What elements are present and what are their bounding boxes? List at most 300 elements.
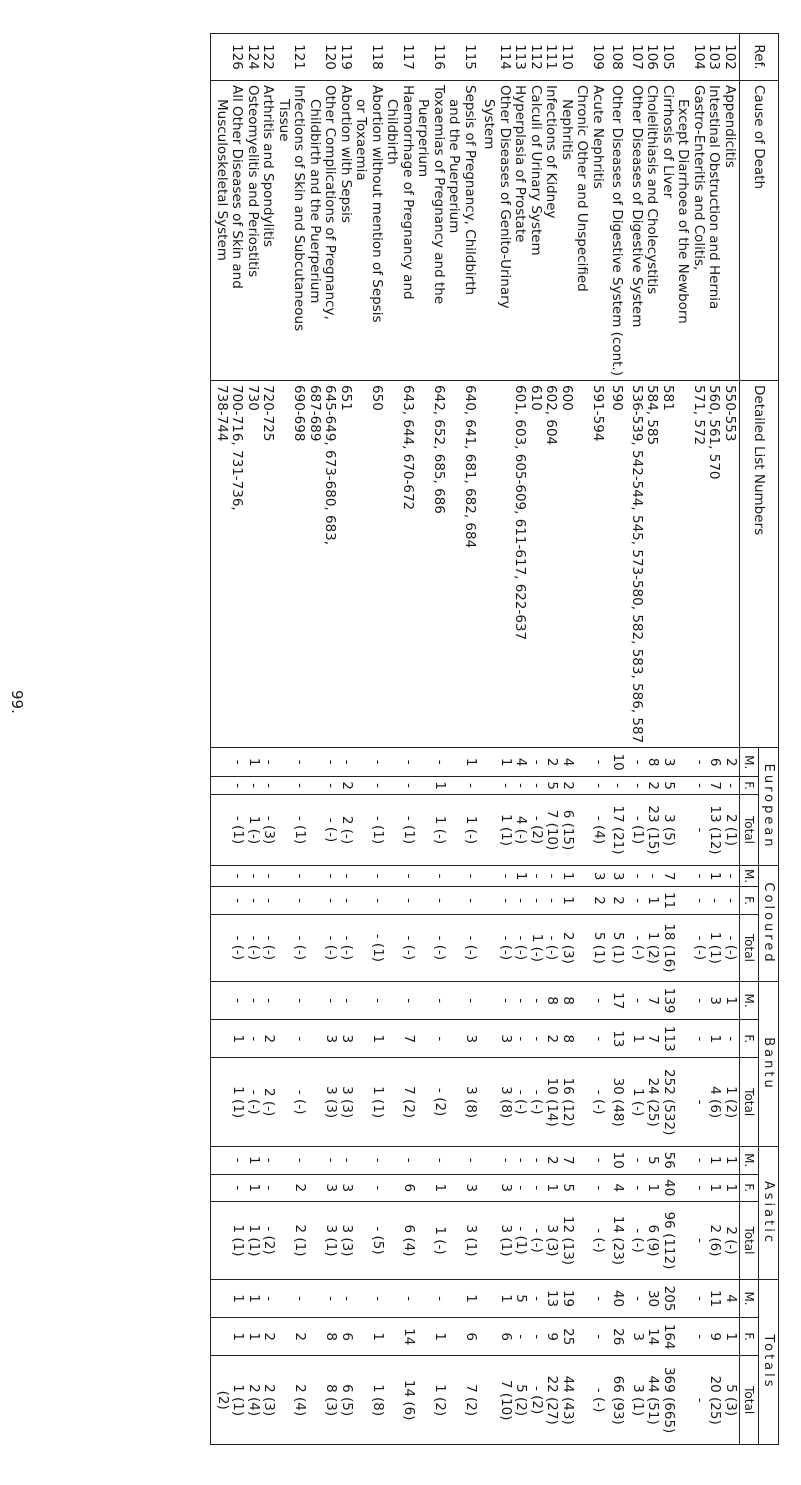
cell-line xyxy=(446,38,462,76)
cell-t-m xyxy=(627,1279,740,1317)
cell-line xyxy=(308,1177,324,1200)
cell-line: - xyxy=(692,1238,708,1243)
cell-line: 3 (3) xyxy=(544,1224,561,1257)
group-header-european: European xyxy=(759,748,779,866)
cell-line: - xyxy=(401,783,417,789)
cell-line: Arthritis and Spondylitis xyxy=(260,85,277,248)
cell-b-t xyxy=(211,1058,479,1147)
cell-line: Abortion with Sepsis xyxy=(338,85,354,223)
cell-line: - xyxy=(230,759,247,765)
cell-line: 6 xyxy=(463,1332,479,1342)
cell-line: 1 xyxy=(723,1332,739,1342)
cell-line: - (-) xyxy=(323,935,340,961)
cell-line: - xyxy=(432,998,448,1004)
cell-line xyxy=(385,797,401,863)
cell-line: 2 xyxy=(261,1332,278,1342)
cell-line: - (1) xyxy=(401,815,417,845)
cell-line: - xyxy=(432,759,448,765)
cell-line: - xyxy=(591,759,607,765)
cell-line: Tissue xyxy=(276,99,292,142)
cell-line xyxy=(676,868,692,884)
cell-line: - xyxy=(591,998,607,1004)
cell-line: 164 xyxy=(661,1323,677,1350)
cell-line: 3 xyxy=(339,1183,355,1193)
cell-line: 3 (8) xyxy=(463,1086,479,1119)
cell-line: 2 (3) xyxy=(560,931,576,964)
cell-line: - xyxy=(261,1185,278,1191)
group-header-bantu: Bantu xyxy=(759,982,779,1147)
cell-line xyxy=(308,1282,324,1315)
cell-line: - xyxy=(339,873,355,879)
cell-line: - (1) xyxy=(513,1226,530,1255)
cell-line: 1 xyxy=(432,1332,448,1342)
cell-line xyxy=(215,1204,231,1277)
cell-line xyxy=(277,750,293,774)
cell-line: 1 xyxy=(723,1183,739,1193)
cell-line: 1 xyxy=(707,871,724,881)
cell-line: 1 xyxy=(498,757,514,767)
cell-line xyxy=(676,797,692,863)
cell-e-t xyxy=(479,795,607,866)
cell-line xyxy=(482,1022,498,1055)
cell-c-f xyxy=(479,887,607,915)
cell-line xyxy=(215,1177,231,1200)
cell-line: 115 xyxy=(462,44,478,70)
cell-line: 1 xyxy=(645,896,662,905)
cell-line: - xyxy=(432,873,448,879)
cell-line: 1 xyxy=(560,871,576,881)
cell-line: 651 xyxy=(338,385,354,411)
cell-line: 18 (16) xyxy=(661,923,677,973)
cell-line: 14 xyxy=(645,1328,662,1346)
cell-line: Osteomyelitis and Periostitis xyxy=(245,85,261,278)
cell-line xyxy=(277,1204,293,1277)
cell-line xyxy=(447,1320,463,1353)
cell-line xyxy=(308,779,324,792)
cell-line: 5 (3) xyxy=(723,1384,739,1417)
cell-line: - xyxy=(630,1185,646,1191)
cell-line: 7 xyxy=(401,1034,417,1044)
cell-line: 205 xyxy=(661,1285,677,1312)
cell-line xyxy=(308,750,324,774)
cell-line: 643, 644, 670-672 xyxy=(400,385,416,511)
cell-line: - (-) xyxy=(230,935,247,961)
cell-line: 6 xyxy=(401,1183,417,1193)
cell-line: 2 (-) xyxy=(723,1226,739,1255)
cell-line: 2 (6) xyxy=(707,1224,724,1257)
cell-line: - xyxy=(292,898,309,903)
cell-line: 4 xyxy=(723,1294,739,1303)
cell-line: - xyxy=(591,1157,607,1163)
cell-line: - xyxy=(401,1296,417,1301)
cell-line: 600 xyxy=(559,385,575,411)
cell-line xyxy=(277,1358,293,1442)
cell-line xyxy=(447,750,463,774)
cell-line xyxy=(215,750,231,774)
cell-line xyxy=(447,1177,463,1200)
cell-line: - xyxy=(323,1157,340,1163)
cell-line xyxy=(447,889,463,912)
cell-line xyxy=(277,917,293,979)
cell-line xyxy=(676,1320,692,1353)
cell-line: 26 xyxy=(610,1328,627,1346)
cell-line xyxy=(276,38,292,76)
cell-line: - (-) xyxy=(723,935,739,961)
cell-line: 1 xyxy=(707,1155,724,1165)
cell-line: Chronic Other and Unspecified xyxy=(574,85,591,292)
cell-line xyxy=(277,868,293,884)
cell-line: 7 xyxy=(560,1155,576,1165)
cell-line: 2 (4) xyxy=(292,1384,309,1417)
cell-line: - xyxy=(401,998,417,1004)
cell-line: - xyxy=(692,827,708,833)
group-header-totals: Totals xyxy=(759,1279,779,1444)
cell-e-f xyxy=(479,777,607,795)
cell-line: - xyxy=(246,783,262,789)
cell-line: - xyxy=(513,1334,530,1340)
cell-b-m xyxy=(211,982,479,1020)
cell-line xyxy=(354,1204,370,1277)
cell-line: 1 xyxy=(630,1034,646,1044)
cell-line xyxy=(354,917,370,979)
cell-line: - xyxy=(529,1157,545,1163)
cell-line: (2) xyxy=(215,1390,231,1410)
cell-line: 14 xyxy=(401,1328,417,1346)
cell-line: 1 (2) xyxy=(432,1384,448,1417)
cell-line: - xyxy=(529,898,545,903)
cell-line: and the Puerperium xyxy=(446,99,463,234)
cell-line: - (2) xyxy=(529,1386,545,1415)
cell-line: - (-) xyxy=(630,1228,646,1253)
cell-line: 1 xyxy=(463,1294,479,1303)
cell-t-m xyxy=(607,1279,627,1317)
cell-line: - (-) xyxy=(544,935,561,961)
cell-line: 6 (5) xyxy=(339,1384,355,1417)
detailed-list-header: Detailed List Numbers xyxy=(740,381,779,748)
cell-line: 1 (-) xyxy=(529,933,545,963)
cell-line: - xyxy=(261,1157,278,1163)
cell-line: - xyxy=(707,898,724,903)
cell-line: 19 xyxy=(560,1289,576,1308)
cell-line xyxy=(277,779,293,792)
cell-line: - xyxy=(630,1157,646,1163)
cell-line xyxy=(215,868,231,884)
cell-line: 581 xyxy=(660,385,676,411)
cell-line: Toxaemias of Pregnancy and the xyxy=(431,85,447,305)
cell-a-t xyxy=(607,1202,627,1280)
cell-line xyxy=(447,1358,463,1442)
cell-line: - xyxy=(401,1157,417,1163)
cell-line xyxy=(215,779,231,792)
cell-line: 1 xyxy=(723,996,739,1005)
cell-line xyxy=(482,1149,498,1172)
cell-line xyxy=(676,984,692,1017)
cell-c-f xyxy=(627,887,740,915)
cell-line: - xyxy=(230,873,247,879)
cell-c-m xyxy=(627,865,740,886)
cell-line: - xyxy=(230,783,247,789)
cell-b-m xyxy=(607,982,627,1020)
cell-line: 1 (-) xyxy=(463,815,479,845)
cell-c-t xyxy=(627,914,740,981)
cell-c-t xyxy=(211,914,479,981)
cell-line xyxy=(482,750,498,774)
cell-line: - xyxy=(723,898,739,903)
cell-line xyxy=(277,1022,293,1055)
cell-line: 2 xyxy=(292,1332,309,1342)
cell-line: - xyxy=(630,759,646,765)
cell-line: - xyxy=(692,759,708,765)
cell-line xyxy=(574,385,590,743)
cell-line: - (-) xyxy=(529,1228,545,1253)
cell-line: Cirrhosis of Liver xyxy=(660,85,676,199)
subheader-european-m: M. xyxy=(740,748,759,777)
cell-line: - xyxy=(529,1334,545,1340)
cell-line xyxy=(354,1282,370,1315)
cell-line xyxy=(277,1282,293,1315)
cell-line xyxy=(354,1177,370,1200)
cell-line: 9 xyxy=(544,1332,561,1342)
cell-line: 17 xyxy=(610,992,627,1010)
cell-line: 109 xyxy=(590,44,606,70)
cell-line xyxy=(308,1358,324,1442)
subheader-totals-m: M. xyxy=(740,1279,759,1317)
cell-line xyxy=(416,779,432,792)
cell-line: 4 (-) xyxy=(513,815,530,845)
cell-line xyxy=(447,917,463,979)
cell-line: 3 (1) xyxy=(498,1224,514,1257)
cell-e-f xyxy=(627,777,740,795)
cell-line: - xyxy=(401,873,417,879)
cell-line xyxy=(416,1177,432,1200)
subheader-totals-total: Total xyxy=(740,1356,759,1445)
cell-line: 113 xyxy=(661,1025,677,1052)
cell-line: - xyxy=(261,783,278,789)
cell-line: 650 xyxy=(369,385,385,411)
cell-line: 6 (9) xyxy=(645,1224,662,1257)
cell-line xyxy=(416,1204,432,1277)
cell-line xyxy=(415,38,431,76)
cell-line xyxy=(215,1149,231,1172)
cell-line xyxy=(575,889,591,912)
cell-line: 6 xyxy=(339,1332,355,1342)
cell-line: - (-) xyxy=(246,935,262,961)
cell-e-m xyxy=(479,748,607,777)
cell-line xyxy=(481,385,497,743)
cell-line: 720-725 xyxy=(260,385,277,442)
cell-line: 8 xyxy=(560,1034,576,1044)
cell-line xyxy=(575,984,591,1017)
cell-line xyxy=(307,38,323,76)
cell-line xyxy=(354,779,370,792)
cell-line: - xyxy=(692,1397,708,1403)
cell-line: 7 (10) xyxy=(544,809,561,851)
cell-line: 1 (1) xyxy=(370,1086,386,1119)
cell-line: - xyxy=(432,1296,448,1301)
cell-line: - xyxy=(463,898,479,903)
cell-line: - xyxy=(529,998,545,1004)
cell-line xyxy=(575,779,591,792)
cell-line xyxy=(447,1149,463,1172)
cell-line: 114 xyxy=(497,44,513,70)
cell-line: 117 xyxy=(400,44,416,70)
cell-line: - xyxy=(432,898,448,903)
cell-a-m xyxy=(211,1146,479,1174)
cell-line xyxy=(416,1358,432,1442)
cell-line xyxy=(416,797,432,863)
subheader-bantu-total: Total xyxy=(740,1058,759,1147)
cell-line: Infections of Skin and Subcutaneous xyxy=(291,85,308,332)
subheader-coloured-total: Total xyxy=(740,914,759,981)
cell-c-m xyxy=(479,865,607,886)
cell-line: Other Complications of Pregnancy, xyxy=(322,85,339,320)
cell-line: 4 xyxy=(560,757,576,767)
cell-line: 1 (8) xyxy=(370,1384,386,1417)
cell-line: - xyxy=(463,998,479,1004)
cell-b-f xyxy=(211,1020,479,1058)
cell-line: - xyxy=(463,873,479,879)
cell-line xyxy=(415,385,431,743)
cell-a-m xyxy=(607,1146,627,1174)
cell-line: - xyxy=(261,998,278,1004)
cell-line: 56 xyxy=(661,1151,677,1169)
cell-line: 571, 572 xyxy=(691,385,707,446)
cell-line: 7 (2) xyxy=(401,1086,417,1119)
cell-t-t xyxy=(627,1356,740,1445)
cell-line: 2 (1) xyxy=(723,813,739,846)
cell-line: 2 (-) xyxy=(339,815,355,845)
cell-line: Musculoskeletal System xyxy=(214,99,230,261)
cell-line: 1 xyxy=(246,1332,262,1342)
cell-line: - xyxy=(591,1036,607,1042)
cell-line: 7 xyxy=(645,996,662,1005)
cell-line: 40 xyxy=(610,1289,627,1308)
cell-line: 6 xyxy=(498,1332,514,1342)
cell-line: - xyxy=(292,873,309,879)
cell-line: - xyxy=(630,783,646,789)
cell-line: - xyxy=(339,759,355,765)
cell-line: 8 xyxy=(323,1332,340,1342)
cell-line xyxy=(385,868,401,884)
cell-line xyxy=(277,889,293,912)
cell-line: - (-) xyxy=(261,935,278,961)
cell-line: 104 xyxy=(691,44,707,70)
cell-detailed xyxy=(211,381,479,748)
cell-line: - xyxy=(292,1157,309,1163)
cell-line: - xyxy=(323,998,340,1004)
cell-line: 1 xyxy=(513,871,530,881)
cell-line: 3 (1) xyxy=(323,1224,340,1257)
table-row xyxy=(211,34,479,1445)
table-row xyxy=(479,34,607,1445)
cell-line xyxy=(676,1358,692,1442)
cell-line: - xyxy=(323,1296,340,1301)
cell-line: 7 xyxy=(645,1034,662,1044)
cell-line: - (-) xyxy=(591,1228,607,1253)
cell-line xyxy=(384,385,400,743)
cell-line: 3 xyxy=(707,996,724,1005)
cell-line xyxy=(354,1320,370,1353)
cell-line: 3 xyxy=(463,1034,479,1044)
cell-line xyxy=(575,1282,591,1315)
cell-line: Nephritis xyxy=(559,99,575,160)
cell-b-m xyxy=(479,982,607,1020)
cell-line: 139 xyxy=(661,987,677,1014)
cell-line: 14 (6) xyxy=(401,1379,417,1421)
cell-line: 1 xyxy=(707,1183,724,1193)
cell-cause xyxy=(211,81,479,381)
cell-line: - xyxy=(529,1296,545,1301)
cell-line: 3 xyxy=(591,871,607,881)
table-body xyxy=(211,34,740,1445)
cell-b-t xyxy=(479,1058,607,1147)
cell-line: - xyxy=(630,1296,646,1301)
cell-line: Acute Nephritis xyxy=(590,85,606,189)
cell-b-t xyxy=(607,1058,627,1147)
cell-line xyxy=(385,1060,401,1144)
cell-line: 536-539, 542-544, 545, 573-580, 582, 583, 586, 587 xyxy=(629,385,645,744)
cell-line: - (-) xyxy=(513,935,530,961)
cell-line: 7 xyxy=(707,781,724,790)
cell-line: 1 (2) xyxy=(723,1086,739,1119)
cell-line: - xyxy=(246,898,262,903)
cell-line: - (-) xyxy=(630,935,646,961)
cell-line: 1 (1) xyxy=(230,1086,247,1119)
cell-line xyxy=(575,797,591,863)
cell-line: 14 (23) xyxy=(610,1215,627,1266)
cell-line xyxy=(385,889,401,912)
subheader-asiatic-total: Total xyxy=(740,1202,759,1280)
cell-line: 11 xyxy=(707,1289,724,1308)
cell-line xyxy=(447,868,463,884)
cell-line: 106 xyxy=(644,44,661,70)
cell-c-f xyxy=(211,887,479,915)
cell-line xyxy=(482,1282,498,1315)
cell-line: - xyxy=(692,1099,708,1105)
cell-b-f xyxy=(479,1020,607,1058)
cell-line xyxy=(481,38,497,76)
cell-line: - (1) xyxy=(292,815,309,845)
cell-line: 112 xyxy=(528,44,544,70)
cell-line xyxy=(353,385,369,743)
cell-ref xyxy=(607,34,627,81)
cell-line: - xyxy=(370,1185,386,1191)
cell-line: 13 xyxy=(610,1030,627,1048)
cell-line: Appendicitis xyxy=(722,85,738,168)
cell-line: 10 xyxy=(610,1151,627,1169)
cell-line: 3 xyxy=(323,1183,340,1193)
cell-line: 3 (1) xyxy=(630,1384,646,1417)
cell-line xyxy=(447,797,463,863)
cell-line: - xyxy=(723,873,739,879)
ref-header: Ref. xyxy=(740,34,779,81)
cell-line: - xyxy=(513,1157,530,1163)
cell-line: 1 (1) xyxy=(707,931,724,964)
cell-line: 119 xyxy=(338,44,354,70)
cell-line: 124 xyxy=(245,44,261,70)
cell-line: - (-) xyxy=(339,935,355,961)
cell-line xyxy=(308,1022,324,1055)
cell-line: 7 (2) xyxy=(463,1384,479,1417)
cell-c-t xyxy=(607,914,627,981)
cell-line xyxy=(384,38,400,76)
cell-line: 690-698 xyxy=(291,385,308,442)
cell-line: 1 xyxy=(230,1034,247,1044)
cell-line: - xyxy=(513,1185,530,1191)
cell-line: 4 (6) xyxy=(707,1086,724,1119)
cell-line: 3 xyxy=(463,1183,479,1193)
cell-line: 642, 652, 685, 686 xyxy=(431,385,447,514)
